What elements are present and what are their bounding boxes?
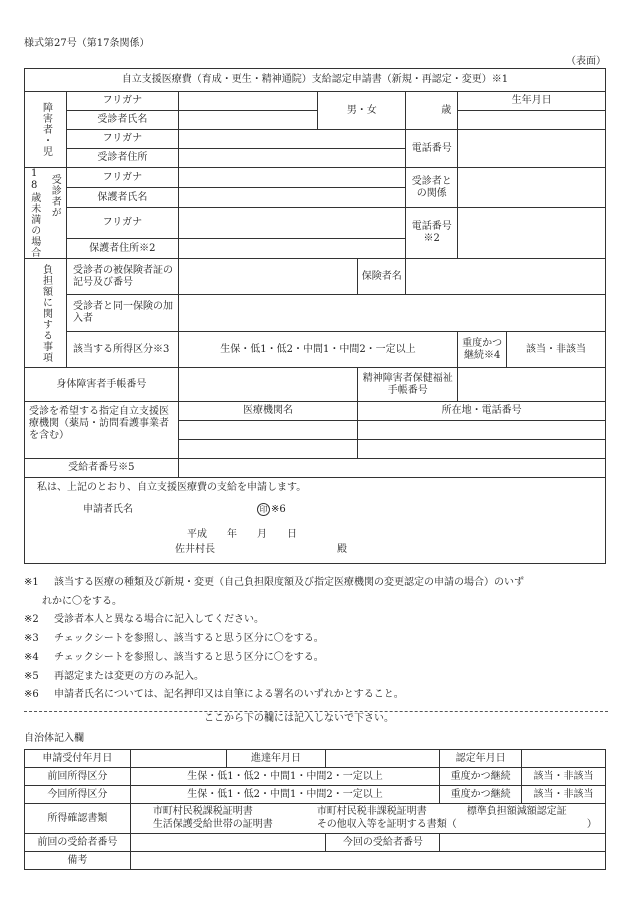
address-furigana-label: フリガナ xyxy=(66,130,178,149)
office-section-title: 自治体記入欄 xyxy=(24,733,84,744)
org-name-field-2[interactable] xyxy=(178,440,358,459)
patient-name-field[interactable] xyxy=(178,111,318,130)
progress-date-field[interactable] xyxy=(326,750,440,768)
recipient-number-label: 受給者番号※5 xyxy=(25,459,179,478)
physical-handbook-label: 身体障害者手帳番号 xyxy=(25,368,179,402)
income-docs-options[interactable] xyxy=(130,804,605,834)
office-use-table xyxy=(24,749,606,870)
curr-income-label: 今回所得区分 xyxy=(25,786,131,804)
remarks-label: 備考 xyxy=(25,852,131,870)
guardian-name-field[interactable] xyxy=(178,188,406,208)
divider-text: ここから下の欄には記入しないで下さい。 xyxy=(204,713,394,724)
date-field[interactable]: 平成 年 月 日 xyxy=(187,529,297,540)
guardian-address-field[interactable] xyxy=(178,239,406,259)
progress-date-label: 進達年月日 xyxy=(226,750,326,768)
prev-income-label: 前回所得区分 xyxy=(25,768,131,786)
address-furigana-field[interactable] xyxy=(178,130,406,149)
income-class-options[interactable]: 生保・低1・低2・中間1・中間2・一定以上 xyxy=(178,332,457,368)
org-name-field[interactable] xyxy=(178,421,358,440)
patient-furigana-label: フリガナ xyxy=(66,92,178,111)
phone2-label: 電話番号※2 xyxy=(406,208,458,259)
note-item xyxy=(42,597,122,607)
note-mark: ※4 xyxy=(24,652,39,663)
front-side-label: （表面） xyxy=(566,56,606,67)
note-text: 申請者氏名については、記名押印又は自筆による署名のいずれかとすること。 xyxy=(54,689,404,700)
curr-severe-label: 重度かつ継続 xyxy=(440,786,522,804)
note-item xyxy=(24,634,324,644)
patient-address-label: 受診者住所 xyxy=(66,149,178,168)
curr-severe-options[interactable]: 該当・非該当 xyxy=(522,786,606,804)
note-item xyxy=(24,653,324,663)
insurance-card-field[interactable] xyxy=(178,259,358,295)
guardian-name-label: 保護者氏名 xyxy=(66,188,178,208)
approval-date-field[interactable] xyxy=(522,750,606,768)
income-docs-label: 所得確認書類 xyxy=(25,804,131,834)
receipt-date-field[interactable] xyxy=(130,750,226,768)
prev-recipient-field[interactable] xyxy=(130,834,326,852)
curr-income-options[interactable]: 生保・低1・低2・中間1・中間2・一定以上 xyxy=(130,786,439,804)
age-field[interactable]: 歳 xyxy=(406,92,458,130)
curr-recipient-label: 今回の受給者番号 xyxy=(326,834,440,852)
prev-recipient-label: 前回の受給者番号 xyxy=(25,834,131,852)
guardian-address-furigana-field[interactable] xyxy=(178,208,406,239)
guardian-address-label: 保護者住所※2 xyxy=(66,239,178,259)
phone-field[interactable] xyxy=(458,130,606,168)
declaration-block xyxy=(25,478,606,564)
org-name-label: 医療機関名 xyxy=(178,402,358,421)
patient-furigana-field[interactable] xyxy=(178,92,318,111)
mental-handbook-field[interactable] xyxy=(458,368,606,402)
patient-name-label: 受診者氏名 xyxy=(66,111,178,130)
patient-address-field[interactable] xyxy=(178,149,406,168)
relation-field[interactable] xyxy=(458,168,606,208)
note-text: 受診者本人と異なる場合に記入してください。 xyxy=(54,614,264,625)
org-address-field[interactable] xyxy=(358,421,606,440)
prev-severe-label: 重度かつ継続 xyxy=(440,768,522,786)
form-number: 様式第27号（第17条関係） xyxy=(24,38,150,49)
note-text: チェックシートを参照し、該当すると思う区分に〇をする。 xyxy=(54,652,324,663)
same-insurance-field[interactable] xyxy=(178,295,605,332)
birth-date-field[interactable] xyxy=(458,111,606,130)
note-item xyxy=(24,615,264,625)
guardian-address-furigana-label: フリガナ xyxy=(66,208,178,239)
application-form xyxy=(24,68,606,564)
note-item xyxy=(24,578,524,588)
note-mark: ※1 xyxy=(24,577,39,588)
severe-continuous-label: 重度かつ継続※4 xyxy=(458,332,507,368)
note-mark: ※3 xyxy=(24,633,39,644)
prev-severe-options[interactable]: 該当・非該当 xyxy=(522,768,606,786)
insurance-card-label: 受診者の被保険者証の記号及び番号 xyxy=(66,259,178,295)
org-address-label: 所在地・電話番号 xyxy=(358,402,606,421)
curr-recipient-field[interactable] xyxy=(440,834,606,852)
seal-mark: 印 xyxy=(257,503,270,516)
severe-continuous-options[interactable]: 該当・非該当 xyxy=(507,332,606,368)
minor-label-a: 18歳未満の場合 xyxy=(25,168,43,259)
note-mark: ※5 xyxy=(24,671,39,682)
doc-other-close: ） xyxy=(586,819,597,830)
income-class-label: 該当する所得区分※3 xyxy=(66,332,178,368)
designated-org-label: 受診を希望する指定自立支援医療機関（薬局・訪問看護事業者を含む） xyxy=(25,402,179,459)
note-text: 該当する医療の種類及び新規・変更（自己負担限度額及び指定医療機関の変更認定の申請の場合）のいず xyxy=(54,577,524,588)
form-title: 自立支援医療費（育成・更生・精神通院）支給認定申請書（新規・再認定・変更）※1 xyxy=(25,69,606,92)
doc-reduction-certificate[interactable]: 標準負担額減額認定証 xyxy=(466,806,567,817)
phone2-field[interactable] xyxy=(458,208,606,259)
declaration-text: 私は、上記のとおり、自立支援医療費の支給を申請します。 xyxy=(37,482,307,493)
mental-handbook-label: 精神障害者保健福祉手帳番号 xyxy=(358,368,458,402)
relation-label: 受診者との関係 xyxy=(406,168,458,208)
mayor-label: 佐井村長 xyxy=(175,544,215,555)
birth-date-label: 生年月日 xyxy=(458,92,606,111)
receipt-date-label: 申請受付年月日 xyxy=(25,750,131,768)
cut-line xyxy=(24,711,608,712)
seal-note: ※6 xyxy=(271,504,286,515)
minor-label-b: 受診者が xyxy=(42,168,66,259)
doc-non-tax-certificate[interactable]: 市町村民税非課税証明書 xyxy=(316,806,427,817)
note-item xyxy=(24,672,204,682)
doc-welfare-certificate[interactable]: 生活保護受給世帯の証明書 xyxy=(152,819,273,830)
patient-section-label: 障害者・児 xyxy=(25,92,67,168)
remarks-field[interactable] xyxy=(130,852,605,870)
note-item xyxy=(24,690,404,700)
phone-label: 電話番号 xyxy=(406,130,458,168)
insurer-label: 保険者名 xyxy=(358,259,406,295)
note-text: チェックシートを参照し、該当すると思う区分に〇をする。 xyxy=(54,633,324,644)
note-mark: ※2 xyxy=(24,614,39,625)
note-text: れかに〇をする。 xyxy=(42,596,122,607)
prev-income-options[interactable]: 生保・低1・低2・中間1・中間2・一定以上 xyxy=(130,768,439,786)
applicant-name-label: 申請者氏名 xyxy=(83,504,133,515)
approval-date-label: 認定年月日 xyxy=(440,750,522,768)
note-text: 再認定または変更の方のみ記入。 xyxy=(54,671,204,682)
honorific-label: 殿 xyxy=(337,544,347,555)
sex-field[interactable]: 男・女 xyxy=(318,92,406,130)
recipient-number-field[interactable] xyxy=(178,459,605,478)
same-insurance-label: 受診者と同一保険の加入者 xyxy=(66,295,178,332)
burden-section-label: 負担額に関する事項 xyxy=(25,259,67,368)
physical-handbook-field[interactable] xyxy=(178,368,358,402)
doc-tax-certificate[interactable]: 市町村民税課税証明書 xyxy=(152,806,253,817)
guardian-furigana-label: フリガナ xyxy=(66,168,178,188)
insurer-field[interactable] xyxy=(406,259,606,295)
note-mark: ※6 xyxy=(24,689,39,700)
guardian-furigana-field[interactable] xyxy=(178,168,406,188)
org-address-field-2[interactable] xyxy=(358,440,606,459)
doc-other-certificate[interactable]: その他収入等を証明する書類（ xyxy=(316,819,457,830)
